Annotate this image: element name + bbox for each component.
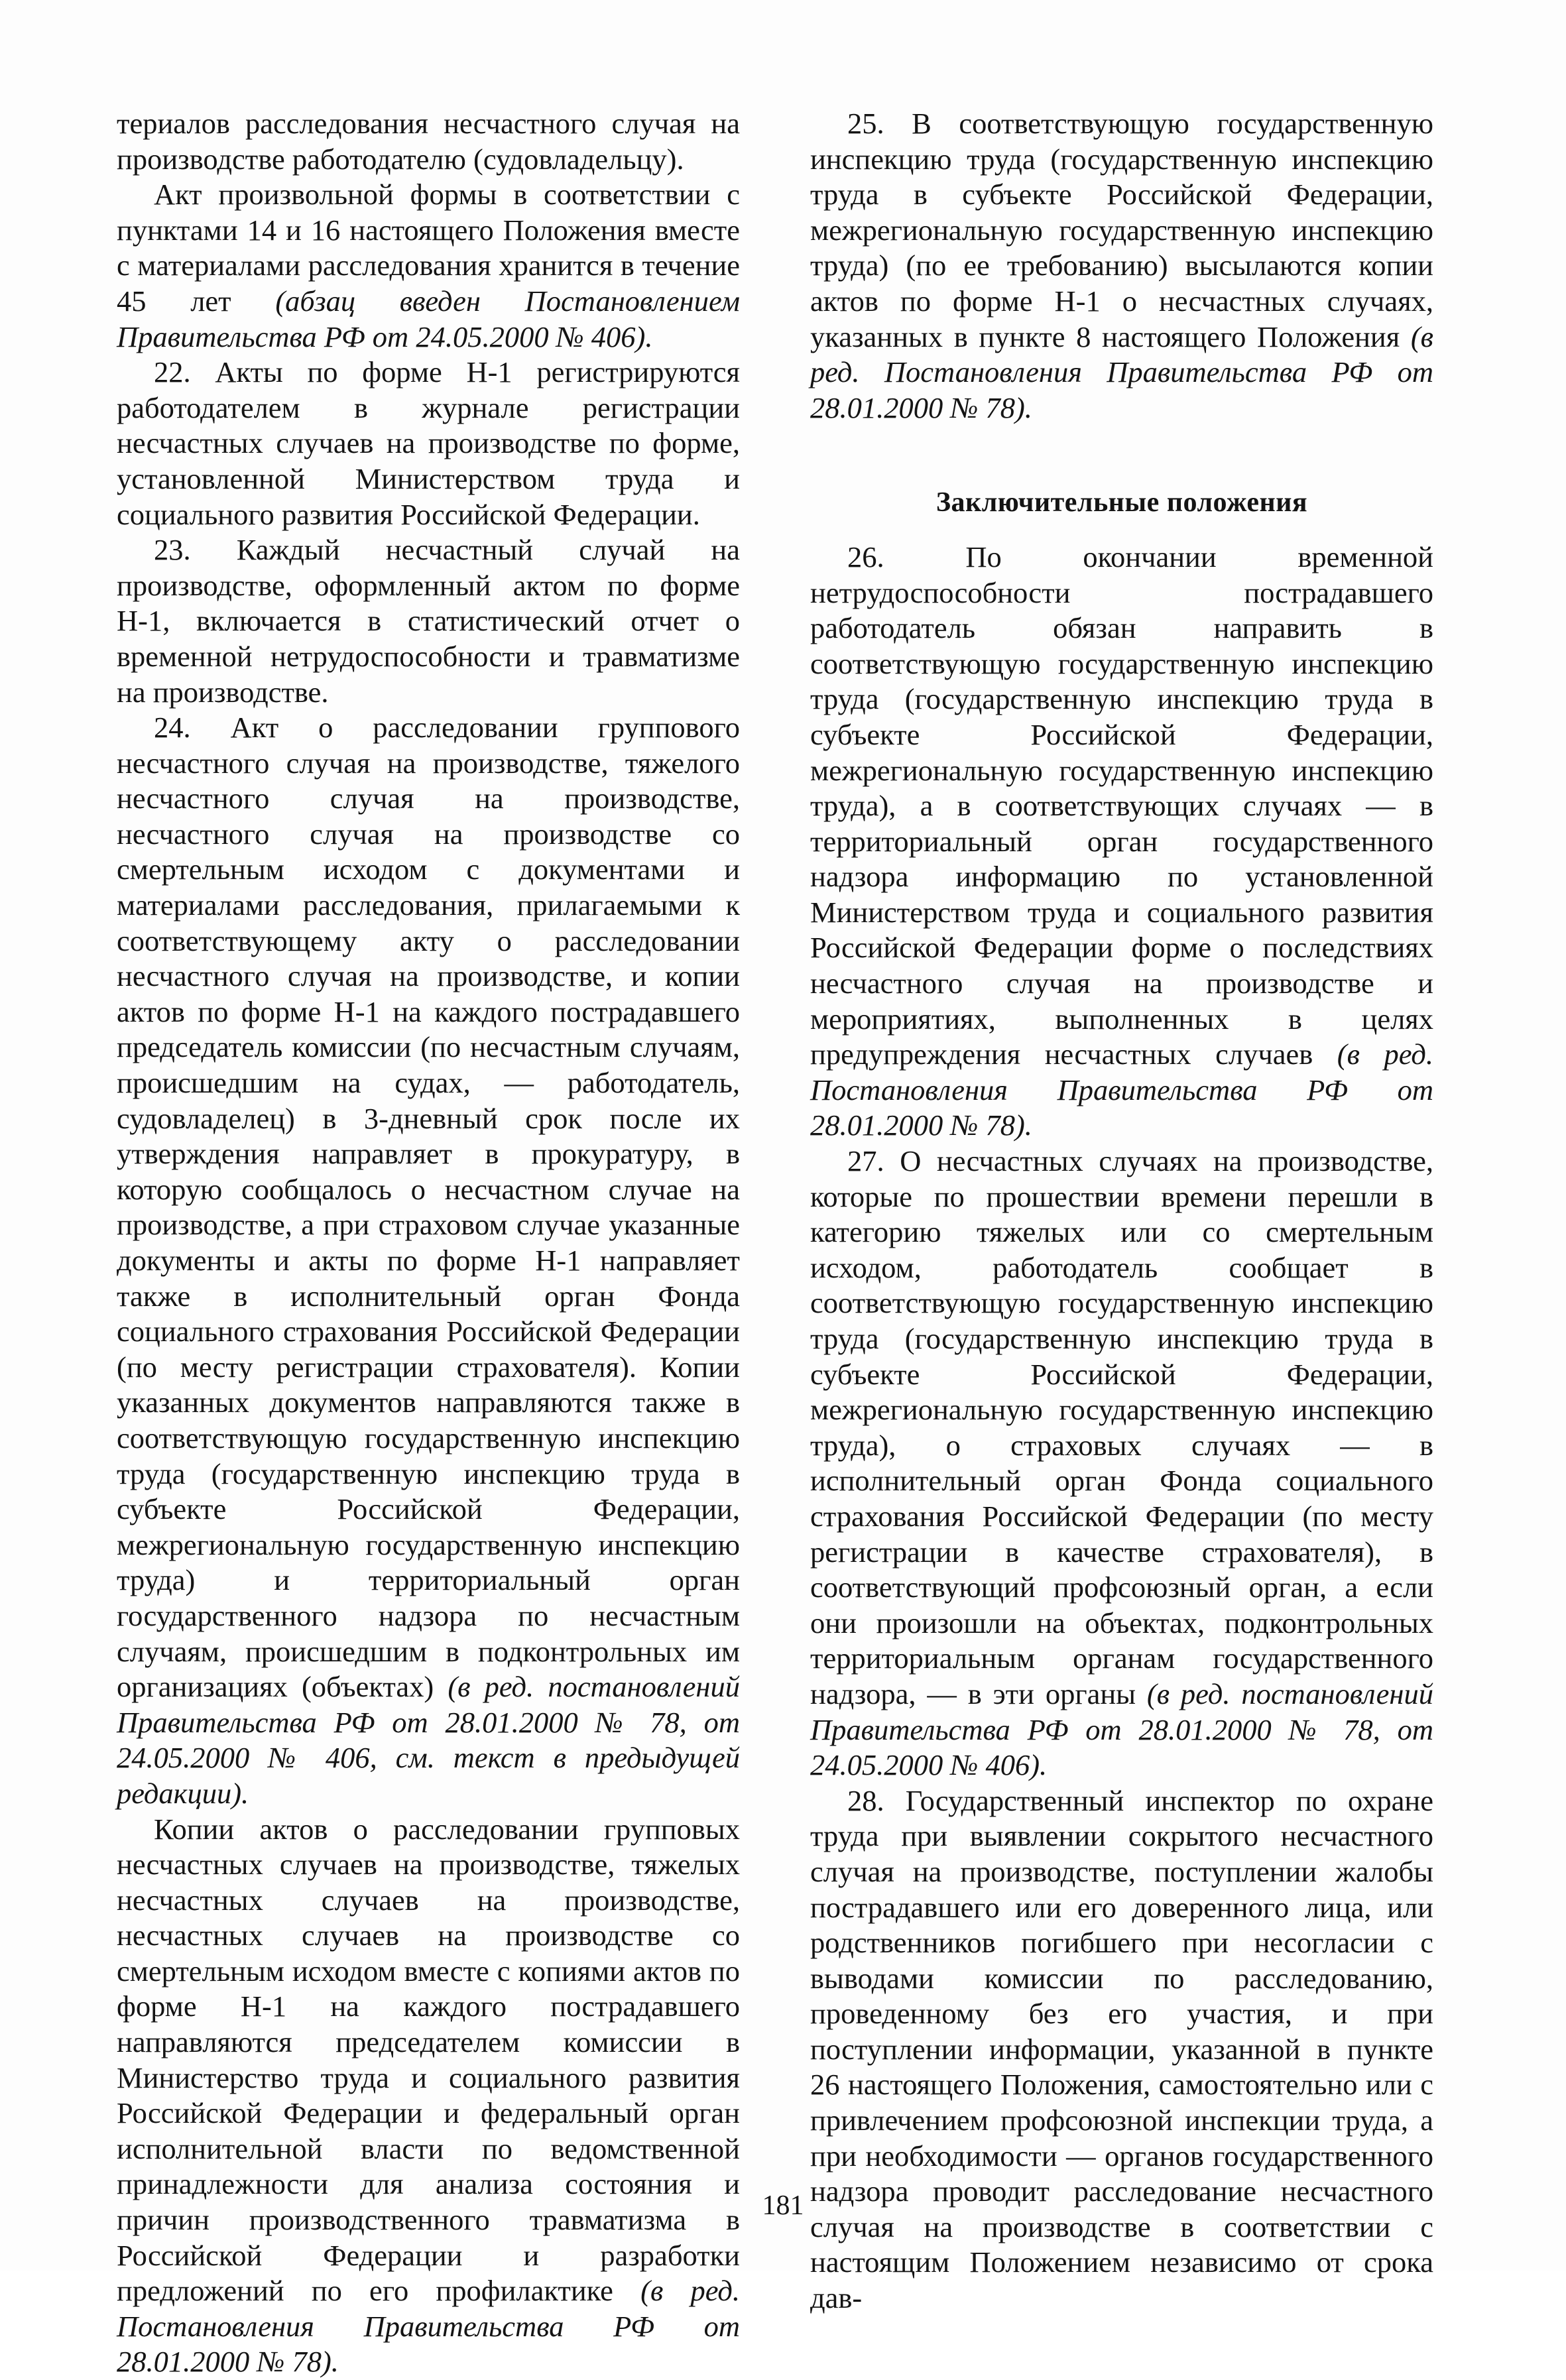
amendment-reference: (в ред. постановлений Правительства РФ от 28.01.2000 № 78, от 24.05.2000 № 406, см. текст в предыдущей редакции).	[117, 1670, 740, 1810]
left-column	[117, 106, 740, 2380]
amendment-reference: (в ред. Постановления Правительства РФ от 28.01.2000 № 78).	[117, 2274, 740, 2378]
paragraph-27	[810, 1144, 1433, 1783]
paragraph-text: 24. Акт о расследовании группового несчастного случая на производстве, тяжелого несчастного случая на производстве, несчастного случая на производстве со смертельным исходом с документами и материалами расследования, прилагаемыми к соответствующему акту о расследовании несчастного случая на производстве, и копии актов по форме Н-1 на каждого пострадавшего председатель комиссии (по несчастным случаям, происшедшим на судах, — работодатель, судовладелец) в 3-дневный срок после их утверждения направляет в прокуратуру, в которую сообщалось о несчастном случае на производстве, а при страховом случае указанные документы и акты по форме Н-1 направляет также в исполнительный орган Фонда социального страхования Российской Федерации (по месту регистрации страхователя). Копии указанных документов направляются также в соответствующую государственную инспекцию труда (государственную инспекцию труда в субъекте Российской Федерации, межрегиональную государственную инспекцию труда) и территориальный орган государственного надзора по несчастным случаям, происшедшим в подконтрольных им организациях (объектах)	[117, 711, 740, 1703]
paragraph-text: Копии актов о расследовании групповых несчастных случаев на производстве, тяжелых несчастных случаев на производстве, несчастных случаев на производстве со смертельным исходом вместе с копиями актов по форме Н-1 на каждого пострадавшего направляются председателем комиссии в Министерство труда и социального развития Российской Федерации и федеральный орган исполнительной власти по ведомственной принадлежности для анализа состояния и причин производственного травматизма в Российской Федерации и разработки предложений по его профилактике	[117, 1813, 740, 2308]
page-number: 181	[0, 2189, 1566, 2222]
section-heading: Заключительные положения	[810, 485, 1433, 521]
amendment-reference: (в ред. постановлений Правительства РФ от 28.01.2000 № 78, от 24.05.2000 № 406).	[810, 1677, 1433, 1781]
amendment-reference: (в ред. Постановления Правительства РФ от 28.01.2000 № 78).	[810, 320, 1433, 424]
paragraph-text: 27. О несчастных случаях на производстве, которые по прошествии времени перешли в категорию тяжелых или со смертельным исходом, работодатель сообщает в соответствующую государственную инспекцию труда (государственную инспекцию труда в субъекте Российской Федерации, межрегиональную государственную инспекцию труда), о страховых случаях — в исполнительный орган Фонда социального страхования Российской Федерации (по месту регистрации в качестве страхователя), в соответствующий профсоюзный орган, а если они произошли на объектах, подконтрольных территориальным органам государственного надзора, — в эти органы	[810, 1144, 1433, 1710]
paragraph-text: 25. В соответствующую государственную инспекцию труда (государственную инспекцию труда в субъекте Российской Федерации, межрегиональную государственную инспекцию труда) (по ее требованию) высылаются копии актов по форме Н-1 о несчастных случаях, указанных в пункте 8 настоящего Положения	[810, 107, 1433, 353]
paragraph-24	[117, 710, 740, 1811]
paragraph-text: 23. Каждый несчастный случай на производстве, оформленный актом по форме Н-1, включается в статистический отчет о временной нетрудоспособности и травматизме на производстве.	[117, 533, 740, 708]
paragraph-continued	[117, 106, 740, 177]
paragraph-copies-of-acts	[117, 1812, 740, 2380]
amendment-reference: (в ред. Постановления Правительства РФ от 28.01.2000 № 78).	[810, 1038, 1433, 1142]
paragraph-text: териалов расследования несчастного случая на производстве работодателю (судовладельцу).	[117, 107, 740, 176]
paragraph-28	[810, 1783, 1433, 2316]
paragraph-text: 26. По окончании временной нетрудоспособности пострадавшего работодатель обязан направить в соответствующую государственную инспекцию труда (государственную инспекцию труда в субъекте Российской Федерации, межрегиональную государственную инспекцию труда), а в соответствующих случаях — в территориальный орган государственного надзора информацию по установленной Министерством труда и социального развития Российской Федерации форме о последствиях несчастного случая на производстве и мероприятиях, выполненных в целях предупреждения несчастных случаев	[810, 540, 1433, 1071]
paragraph-text: Акт произвольной формы в соответствии с пунктами 14 и 16 настоящего Положения вместе с материалами расследования хранится в течение 45 лет	[117, 178, 740, 318]
paragraph-22	[117, 355, 740, 532]
paragraph-text: 28. Государственный инспектор по охране труда при выявлении сокрытого несчастного случая на производстве, поступлении жалобы пострадавшего или его доверенного лица, или родственников погибшего при несогласии с выводами комиссии по расследованию, проведенному без его участия, и при поступлении информации, указанной в пункте 26 настоящего Положения, самостоятельно или с привлечением профсоюзной инспекции труда, а при необходимости — органов государственного надзора проводит расследование несчастного случая на производстве в соответствии с настоящим Положением независимо от срока дав-	[810, 1784, 1433, 2314]
paragraph-text: 22. Акты по форме Н-1 регистрируются работодателем в журнале регистрации несчастных случаев на производстве по форме, установленной Министерством труда и социального развития Российской Федерации.	[117, 355, 740, 530]
paragraph-act-free-form	[117, 177, 740, 355]
paragraph-25	[810, 106, 1433, 426]
right-column	[810, 106, 1433, 2316]
amendment-reference: (абзац введен Постановлением Правительства РФ от 24.05.2000 № 406).	[117, 284, 740, 353]
paragraph-23	[117, 532, 740, 710]
paragraph-26	[810, 540, 1433, 1144]
